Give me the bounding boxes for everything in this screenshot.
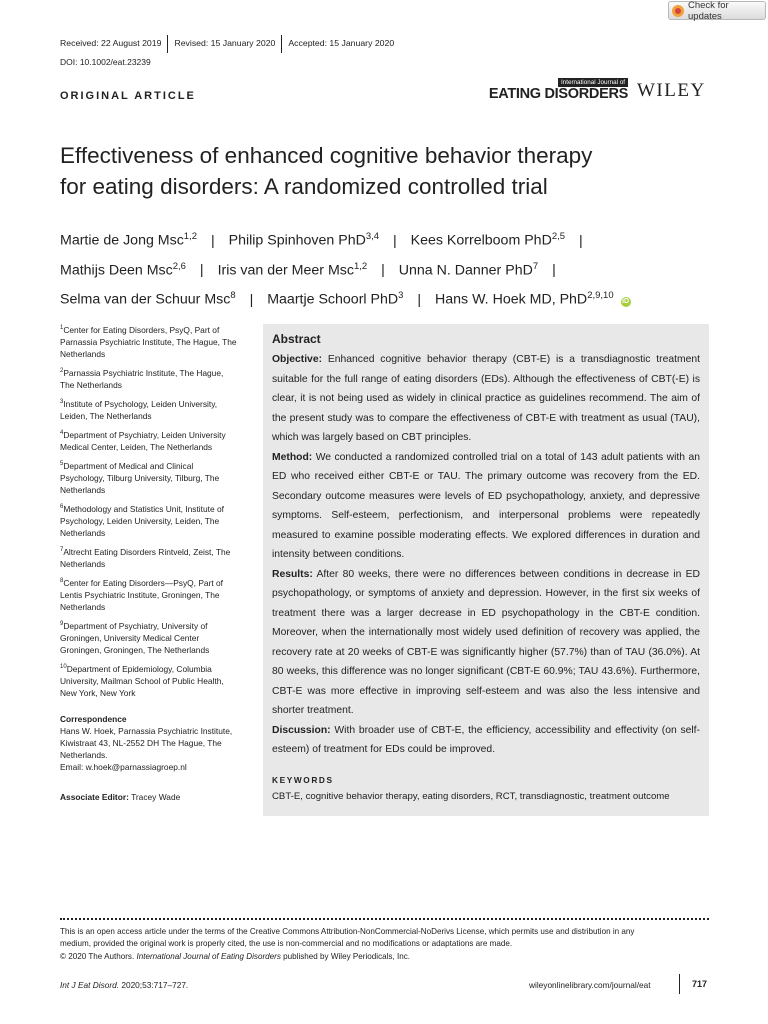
correspondence-email[interactable]: Email: w.hoek@parnassiagroep.nl [60, 762, 187, 773]
abstract-heading: Abstract [272, 332, 321, 346]
author-affiliation: 2,9,10 [587, 290, 614, 302]
affiliation-line [60, 687, 250, 699]
affiliation-line [60, 472, 250, 484]
author-name[interactable]: Martie de Jong Msc [60, 232, 184, 249]
affiliation-line [60, 322, 250, 336]
author-line [60, 224, 720, 254]
affiliation-text: Leiden, The Netherlands [60, 410, 152, 421]
affiliation [60, 501, 250, 539]
keywords: CBT-E, cognitive behavior therapy, eating disorders, RCT, transdiagnostic, treatment outcome [272, 790, 670, 802]
affiliation-line [60, 441, 250, 453]
author-affiliation: 7 [532, 260, 539, 272]
publisher-logo: WILEY [637, 80, 706, 101]
section-text: We conducted a randomized controlled trial on a total of 143 adult patients with an ED who received either CBT-E or TAU. The primary outcome was recovery from the ED. Secondary outcome measures were levels of ED psychopathology, anxiety, and depressive symptoms. Self-esteem, perfectionism, and interpersonal problems were repeatedly measured to examine possible moderating effects. We explored differences in duration and intensity between conditions. [272, 451, 700, 560]
affiliation-line [60, 675, 250, 687]
affiliation-line [60, 589, 250, 601]
section-text: Enhanced cognitive behavior therapy (CBT-E) is a transdiagnostic treatment suitable for the full range of eating disorders (EDs). Although the effectiveness of CBT(-E) is clear, it is not being used as widely in clinical practice as guidelines recommend. The aim of the present study was to compare the effectiveness of CBT-E with treatment as usual (TAU), which was largely based on CBT principles. [272, 354, 701, 443]
author-affiliation: 2,5 [551, 231, 566, 242]
affiliation-text: Netherlands [60, 559, 106, 570]
affiliation-text: Department of Psychiatry, University of [63, 621, 208, 632]
abstract-discussion [272, 721, 700, 760]
section-label: Objective: [272, 354, 323, 365]
author-line [60, 254, 720, 284]
author-separator: | [249, 292, 254, 309]
revised-date: Revised: 15 January 2020 [167, 35, 281, 53]
title-line: Effectiveness of enhanced cognitive behavior therapy [60, 143, 593, 168]
affiliation-text: Lentis Psychiatric Institute, Groningen, The [60, 590, 220, 601]
copyright [60, 951, 710, 963]
affiliation-number: 7 [60, 547, 64, 554]
license-notice [60, 926, 710, 963]
author-affiliation: 8 [230, 290, 236, 302]
author-name[interactable]: Iris van der Meer Msc [217, 262, 354, 279]
correspondence-line: Kiwistraat 43, NL-2552 DH The Hague, The [60, 738, 222, 749]
affiliation-text: Center for Eating Disorders—PsyQ, Part of [63, 577, 223, 588]
associate-editor-name: Tracey Wade [131, 792, 181, 802]
affiliation-number: 4 [60, 430, 64, 437]
affiliation-number: 6 [60, 504, 64, 511]
affiliation-text: New York, New York [60, 688, 136, 699]
author-affiliation: 1,2 [353, 260, 368, 272]
affiliation-text: Netherlands [60, 602, 106, 613]
doi[interactable]: DOI: 10.1002/eat.23239 [60, 57, 151, 67]
citation-journal: Int J Eat Disord. [60, 980, 120, 990]
orcid-icon[interactable]: iD [622, 298, 630, 306]
correspondence-line: Hans W. Hoek, Parnassia Psychiatric Institute, [60, 726, 233, 737]
author-name[interactable]: Kees Korrelboom PhD [410, 232, 552, 249]
journal-logo [488, 78, 628, 104]
author-name[interactable]: Hans W. Hoek MD, PhD [435, 292, 588, 309]
affiliation [60, 427, 250, 453]
correspondence-heading: Correspondence [60, 714, 127, 724]
affiliation-text: University, Mailman School of Public Health, [60, 676, 224, 687]
abstract-results [272, 565, 700, 721]
author-name[interactable]: Selma van der Schuur Msc [60, 292, 231, 309]
journal-website-link[interactable]: wileyonlinelibrary.com/journal/eat [529, 980, 651, 990]
author-separator: | [381, 262, 385, 279]
affiliation-line [60, 632, 250, 644]
affiliation-text: Parnassia Psychiatric Institute, The Hague, The [60, 336, 237, 347]
affiliation-text: Department of Medical and Clinical [63, 460, 194, 471]
affiliation-line [60, 410, 250, 422]
affiliation [60, 458, 250, 496]
affiliation-text: The Netherlands [60, 379, 122, 390]
affiliation-line [60, 501, 250, 515]
author-affiliation: 2,6 [172, 260, 186, 272]
author-affiliation: 1,2 [183, 231, 198, 242]
copyright-journal: International Journal of Eating Disorders [136, 951, 281, 961]
license-line: medium, provided the original work is properly cited, the use is non-commercial and no modifications or adaptations are made. [60, 939, 513, 949]
affiliation-text: Altrecht Eating Disorders Rintveld, Zeist, The [63, 546, 231, 557]
section-label: Discussion: [272, 724, 331, 736]
section-label: Method: [272, 451, 313, 463]
affiliation-line [60, 515, 250, 527]
affiliation [60, 322, 250, 360]
affiliation-text: Groningen, Groningen, The Netherlands [60, 645, 210, 656]
author-name[interactable]: Mathijs Deen Msc [60, 262, 173, 279]
affiliation [60, 618, 250, 656]
affiliation-text: Methodology and Statistics Unit, Institute of [63, 503, 224, 514]
journal-logo-main: EATING DISORDERS [488, 86, 628, 102]
author-separator: | [417, 292, 422, 309]
section-text: With broader use of CBT-E, the efficiency, accessibility and effectivity (on self-esteem) of treatment for EDs could be improved. [272, 724, 700, 755]
author-name[interactable]: Maartje Schoorl PhD [267, 292, 399, 309]
affiliation-line [60, 458, 250, 472]
affiliation-text: Psychology, Tilburg University, Tilburg, The [60, 472, 220, 483]
affiliation-number: 1 [60, 325, 64, 331]
affiliation-line [60, 644, 250, 656]
copyright-suffix: published by Wiley Periodicals, Inc. [280, 951, 410, 961]
affiliation-line [60, 661, 250, 675]
affiliation-text: Institute of Psychology, Leiden University, [63, 398, 218, 409]
associate-editor [60, 792, 260, 802]
author-list [60, 224, 720, 313]
affiliation-number: 8 [60, 578, 64, 585]
correspondence [60, 713, 250, 773]
check-for-updates-button[interactable] [668, 1, 766, 20]
abstract-method [272, 448, 700, 565]
citation-details: 2020;53:717–727. [119, 980, 189, 990]
abstract-box [263, 324, 709, 816]
affiliation-text: Netherlands [60, 348, 106, 359]
check-for-updates-label: Check for updates [688, 0, 729, 22]
author-separator: | [393, 232, 397, 249]
author-separator: | [552, 262, 556, 279]
affiliation-number: 10 [60, 664, 67, 671]
affiliation-number: 3 [60, 399, 64, 406]
affiliation-text: Netherlands [60, 485, 106, 496]
author-separator: | [578, 232, 583, 249]
affiliation-line [60, 527, 250, 539]
affiliation-text: Parnassia Psychiatric Institute, The Hague, [63, 367, 224, 378]
author-name[interactable]: Unna N. Danner PhD [398, 262, 533, 279]
affiliation-number: 9 [60, 621, 64, 628]
author-affiliation: 3,4 [365, 231, 380, 242]
affiliation-line [60, 618, 250, 632]
affiliation-line [60, 601, 250, 613]
affiliation-line [60, 484, 250, 496]
received-date: Received: 22 August 2019 [60, 38, 162, 48]
affiliation-number: 2 [60, 368, 64, 375]
author-separator: | [210, 232, 215, 249]
affiliation-text: Department of Epidemiology, Columbia [66, 664, 212, 675]
affiliation-text: Medical Center, Leiden, The Netherlands [60, 441, 213, 452]
affiliation [60, 575, 250, 613]
author-affiliation: 3 [398, 290, 404, 302]
license-line: This is an open access article under the terms of the Creative Commons Attribution-NonCommercial-NoDerivs License, which permits use and distribution in any [60, 927, 635, 936]
affiliation-number: 5 [60, 461, 64, 468]
abstract-objective [272, 350, 700, 448]
affiliation [60, 544, 250, 570]
accepted-date: Accepted: 15 January 2020 [281, 35, 400, 53]
associate-editor-heading: Associate Editor: [60, 792, 129, 802]
affiliation-line [60, 396, 250, 410]
affiliation-text: Groningen, University Medical Center [60, 633, 200, 644]
page-number-divider [679, 974, 680, 994]
author-line [60, 283, 720, 313]
affiliation-text: Psychology, Leiden University, Leiden, The [60, 516, 220, 526]
affiliation-line [60, 558, 250, 570]
affiliation [60, 661, 250, 699]
affiliation-line [60, 336, 250, 348]
section-text: After 80 weeks, there were no differences between conditions in decrease in ED psychopathology, or symptoms of anxiety and depression. However, in the first six weeks of treatment there was a larger decrease in ED psychopathology in the CBT-E condition. Moreover, when the internationally most widely used definition of recovery was applied, the recovery rate at 20 weeks of CBT-E was significantly higher (57.7%) than of TAU (36.0%). At 80 weeks, this difference was no longer significant (CBT-E 60.9%; TAU 43.6%). Furthermore, CBT-E was more effective in improving self-esteem and was also the less intensive and shorter treatment. [272, 568, 700, 716]
author-name[interactable]: Philip Spinhoven PhD [228, 232, 366, 249]
keywords-heading: KEYWORDS [272, 774, 334, 785]
article-type: ORIGINAL ARTICLE [60, 90, 196, 102]
affiliation-text: Department of Psychiatry, Leiden University [63, 429, 226, 440]
article-title [60, 140, 660, 202]
journal-logo-top: International Journal of [558, 78, 628, 87]
affiliations [60, 322, 250, 704]
affiliation-line [60, 365, 250, 379]
affiliation-line [60, 544, 250, 558]
affiliation-text: Netherlands [60, 528, 106, 539]
correspondence-line: Netherlands. [60, 750, 108, 761]
affiliation [60, 396, 250, 422]
page-number: 717 [692, 979, 708, 989]
title-line: for eating disorders: A randomized controlled trial [60, 174, 548, 199]
affiliation-line [60, 348, 250, 360]
crossmark-icon [672, 5, 684, 17]
affiliation-line [60, 379, 250, 391]
affiliation [60, 365, 250, 391]
article-dates [60, 35, 400, 53]
affiliation-line [60, 575, 250, 589]
affiliation-line [60, 427, 250, 441]
author-separator: | [199, 262, 204, 279]
copyright-prefix: © 2020 The Authors. [60, 951, 137, 961]
citation [60, 980, 188, 990]
section-label: Results: [272, 568, 313, 580]
footer-divider [60, 918, 709, 920]
affiliation-text: Center for Eating Disorders, PsyQ, Part of [63, 324, 220, 335]
